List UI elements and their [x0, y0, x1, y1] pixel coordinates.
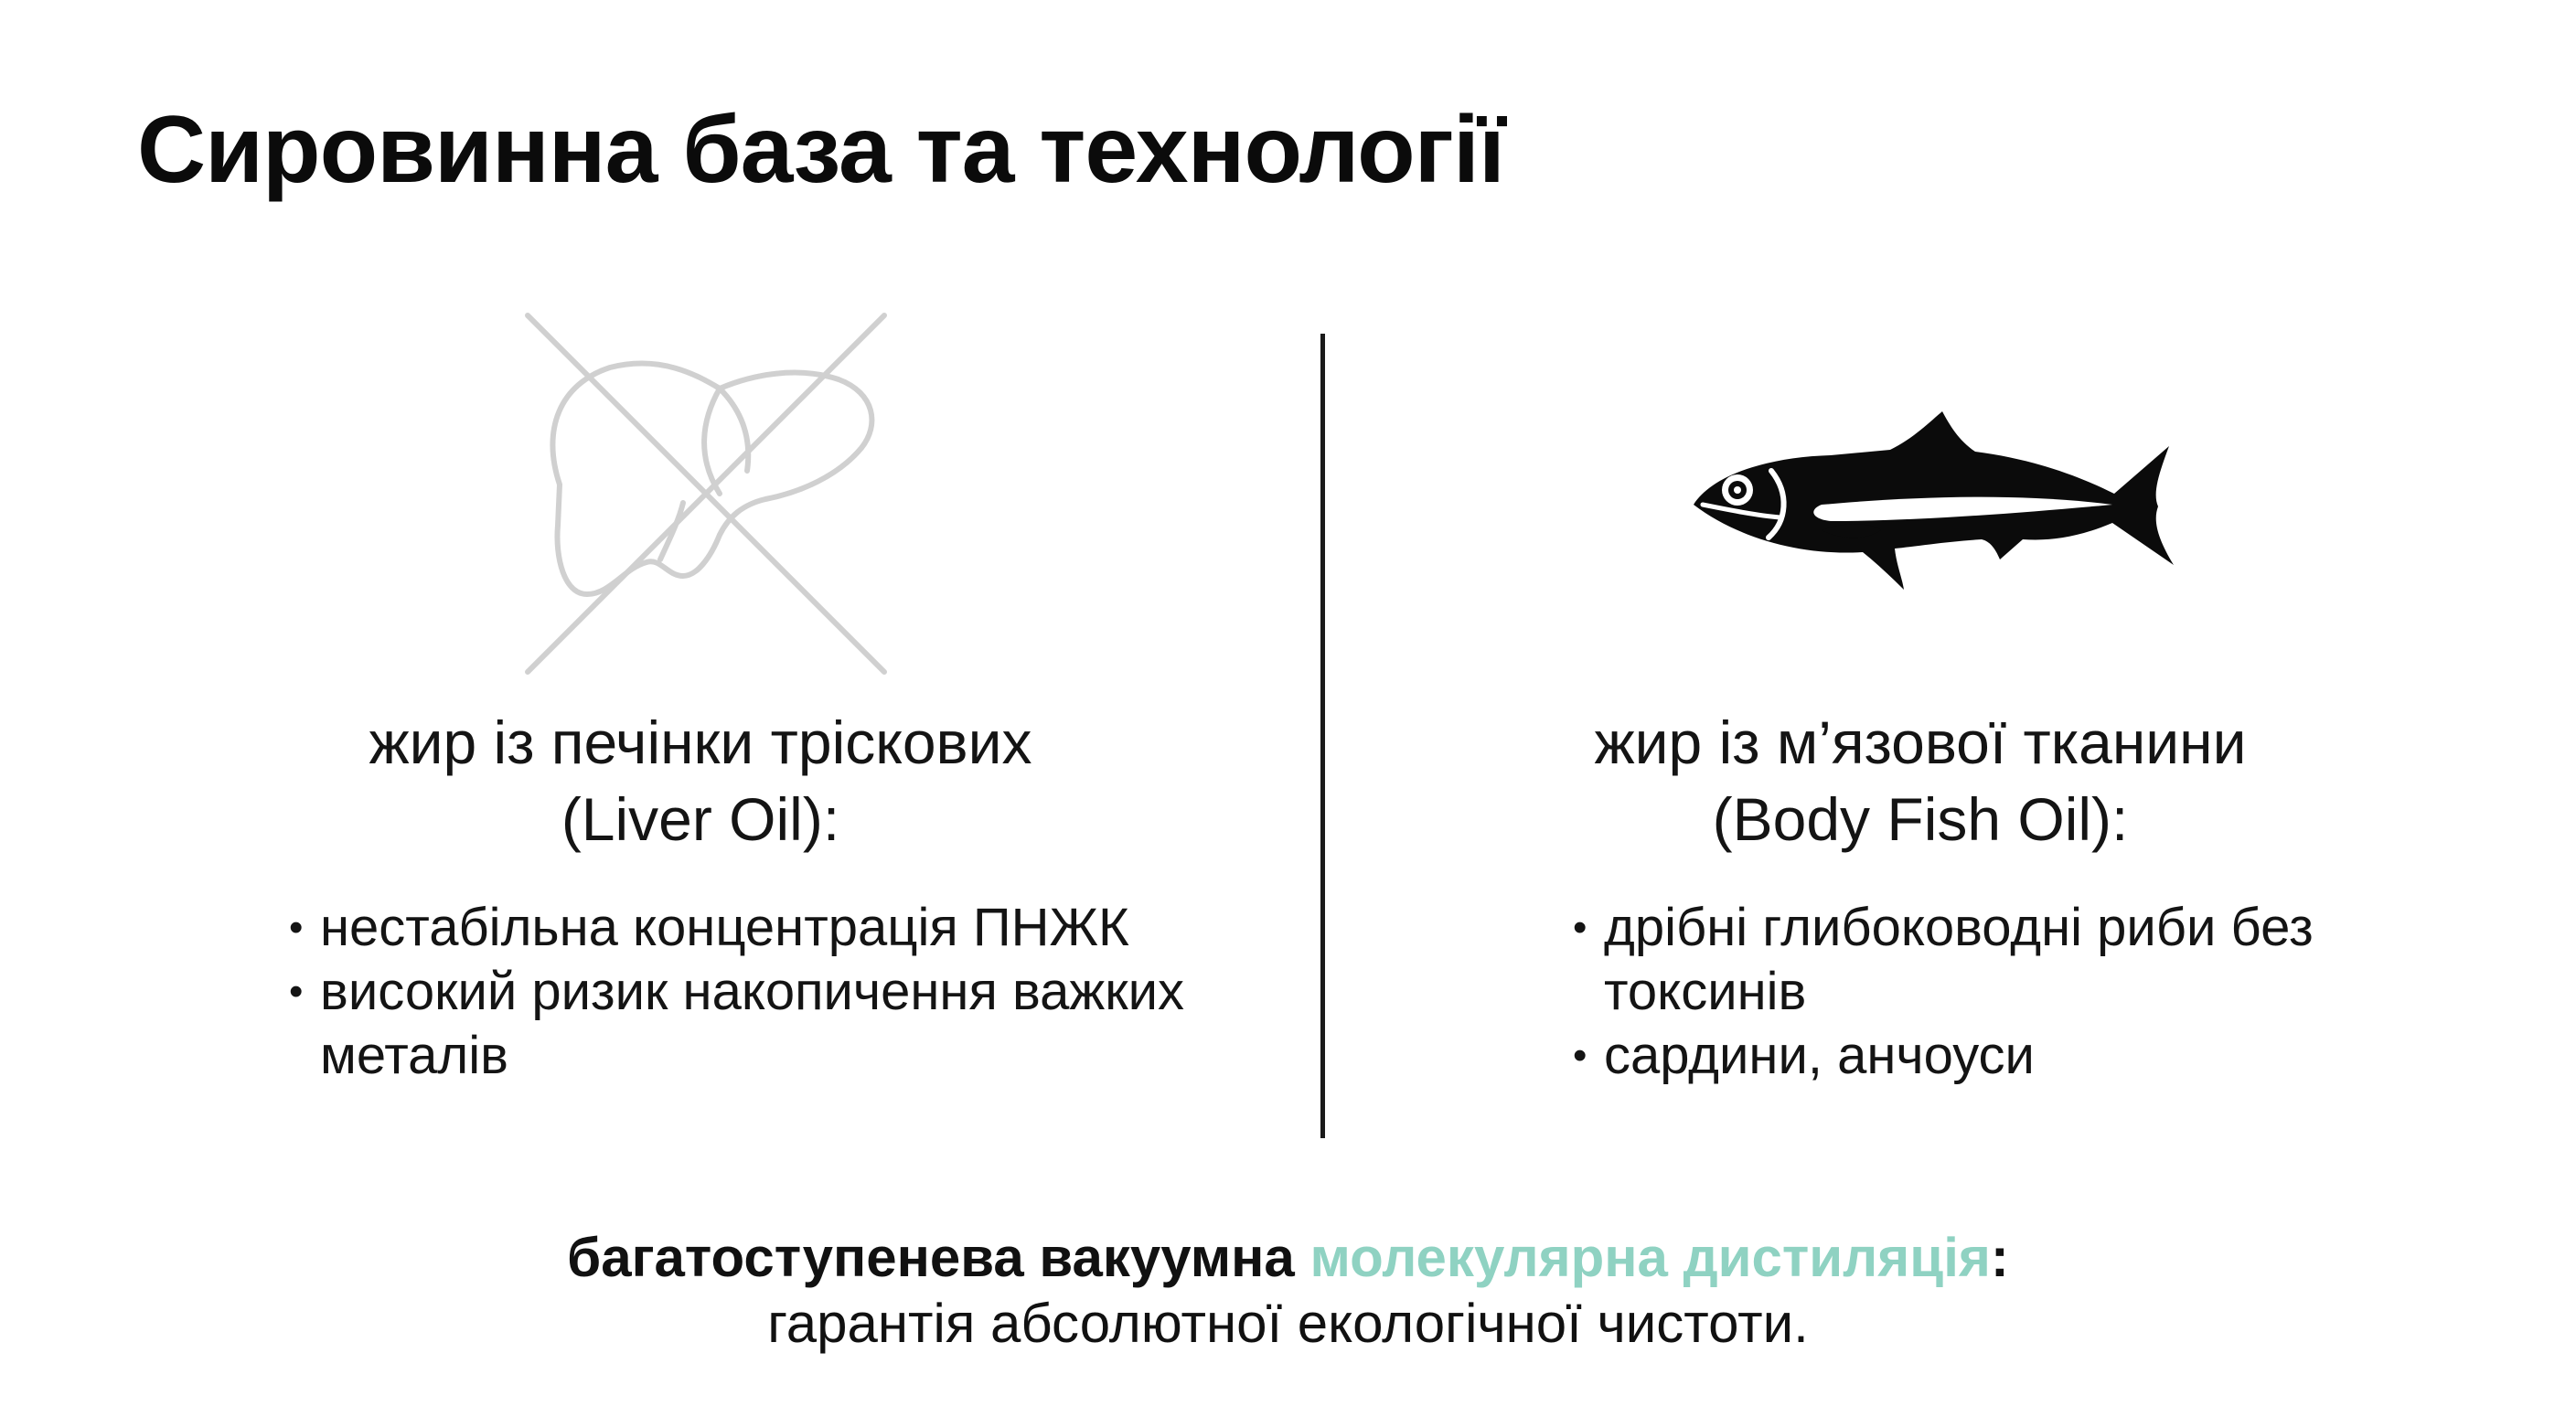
- footer-line2: гарантія абсолютної екологічної чистоти.: [767, 1293, 1809, 1354]
- footer-accent-text: молекулярна дистиляція: [1309, 1227, 1991, 1288]
- fish-icon: [1684, 402, 2178, 603]
- list-item: • високий ризик накопичення важких металів: [289, 960, 1295, 1088]
- footer-line1: [0, 1225, 2576, 1291]
- liver-oil-heading: [106, 704, 1295, 858]
- body-fish-oil-bullet-list: [1573, 896, 2506, 1088]
- footer-colon: :: [1990, 1227, 2009, 1288]
- body-fish-oil-heading-line1: жир із м’язової тканини: [1594, 708, 2247, 776]
- list-item: • дрібні глибоководні риби без токсинів: [1573, 896, 2506, 1024]
- footer-bold-text: багатоступенева вакуумна: [567, 1227, 1310, 1288]
- footer-statement: [0, 1225, 2576, 1357]
- liver-oil-bullet-list: [289, 896, 1295, 1088]
- list-item: • нестабільна концентрація ПНЖК: [289, 896, 1295, 960]
- body-fish-oil-heading: [1326, 704, 2515, 858]
- slide-title: Сировинна база та технології: [137, 97, 1505, 203]
- liver-oil-heading-line2: (Liver Oil):: [561, 785, 840, 853]
- list-item: • сардини, анчоуси: [1573, 1024, 2506, 1088]
- liver-oil-heading-line1: жир із печінки тріскових: [369, 708, 1032, 776]
- column-divider: [1320, 334, 1325, 1138]
- crossed-out-liver-icon: [523, 311, 889, 677]
- body-fish-oil-heading-line2: (Body Fish Oil):: [1712, 785, 2129, 853]
